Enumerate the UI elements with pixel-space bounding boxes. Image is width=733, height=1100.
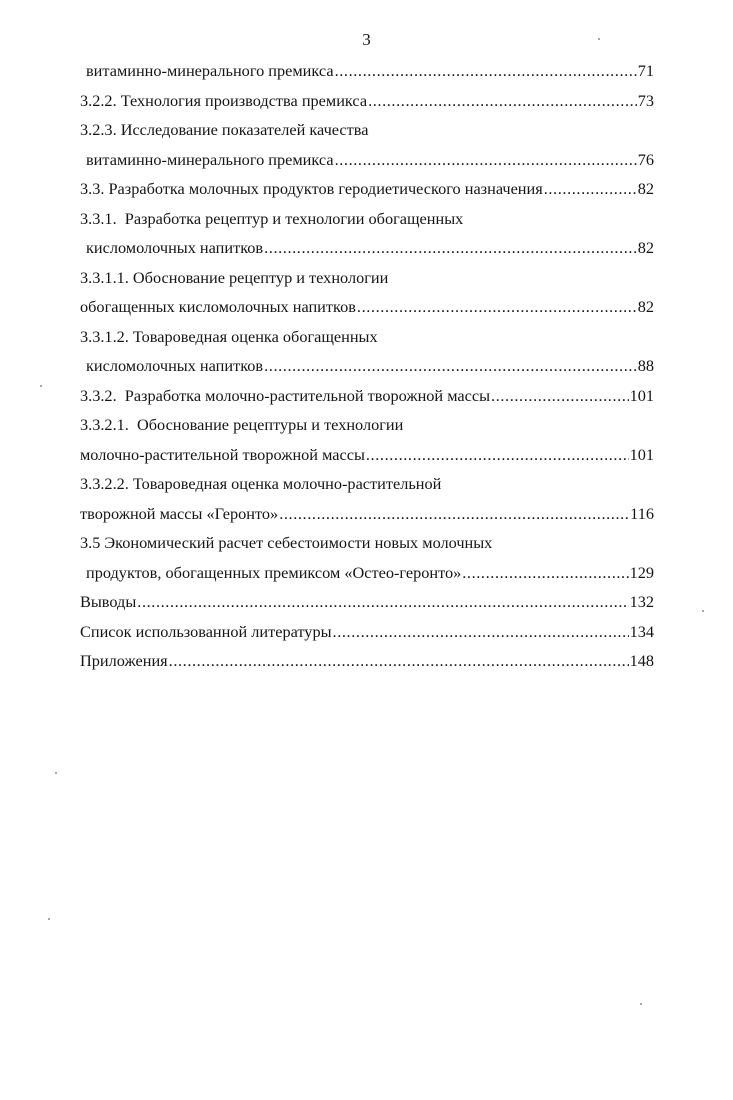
toc-line bbox=[80, 233, 654, 263]
toc-page-number: 82 bbox=[637, 238, 654, 257]
toc-dot-leader bbox=[169, 646, 629, 676]
toc-entry-label: 3.2.2. Технология производства премикса bbox=[80, 90, 368, 110]
toc-line bbox=[80, 469, 654, 499]
toc-line bbox=[80, 56, 654, 86]
toc-page-number: 148 bbox=[629, 651, 654, 670]
toc-entry-label: 3.2.3. Исследование показателей качества bbox=[80, 120, 369, 139]
table-of-contents bbox=[80, 56, 654, 676]
scan-speck bbox=[640, 1003, 642, 1005]
toc-entry-label: 3.3.2. Разработка молочно-растительной творожной массы bbox=[80, 385, 491, 405]
toc-entry-label: 3.3. Разработка молочных продуктов геродиетического назначения bbox=[80, 179, 543, 198]
toc-dot-leader bbox=[335, 145, 637, 175]
toc-line bbox=[80, 528, 654, 558]
toc-line bbox=[80, 263, 654, 293]
toc-line bbox=[80, 617, 654, 647]
toc-page-number: 82 bbox=[637, 297, 654, 316]
toc-page-number: 101 bbox=[629, 385, 654, 405]
toc-line bbox=[80, 145, 654, 175]
toc-entry-label: кисломолочных напитков bbox=[86, 238, 264, 257]
toc-entry-label: 3.3.1. Разработка рецептур и технологии обогащенных bbox=[80, 208, 464, 228]
page-number: 3 bbox=[362, 30, 371, 49]
toc-dot-leader bbox=[264, 351, 637, 381]
toc-line bbox=[80, 351, 654, 381]
toc-line bbox=[80, 322, 654, 352]
toc-line bbox=[80, 204, 654, 234]
toc-dot-leader bbox=[462, 558, 628, 588]
toc-line bbox=[80, 499, 654, 529]
toc-page-number: 101 bbox=[629, 444, 654, 464]
toc-page-number: 71 bbox=[637, 61, 654, 80]
toc-entry-label: Выводы bbox=[80, 592, 137, 611]
toc-page-number: 134 bbox=[629, 621, 654, 641]
toc-entry-label: 3.3.2.2. Товароведная оценка молочно-растительной bbox=[80, 474, 442, 493]
toc-line bbox=[80, 115, 654, 145]
toc-line bbox=[80, 174, 654, 204]
toc-dot-leader bbox=[264, 233, 637, 263]
toc-page-number: 116 bbox=[630, 503, 654, 523]
toc-dot-leader bbox=[137, 587, 628, 617]
toc-line bbox=[80, 381, 654, 411]
toc-entry-label: Приложения bbox=[80, 651, 168, 670]
toc-line bbox=[80, 646, 654, 676]
toc-line bbox=[80, 410, 654, 440]
toc-line bbox=[80, 440, 654, 470]
toc-dot-leader bbox=[357, 292, 637, 322]
toc-entry-label: обогащенных кисломолочных напитков bbox=[80, 297, 356, 316]
toc-entry-label: 3.3.2.1. Обоснование рецептуры и технологии bbox=[80, 415, 404, 434]
toc-entry-label: кисломолочных напитков bbox=[86, 356, 264, 375]
toc-dot-leader bbox=[335, 56, 637, 86]
toc-entry-label: молочно-растительной творожной массы bbox=[80, 444, 365, 464]
scan-speck bbox=[48, 918, 50, 920]
scan-speck bbox=[40, 385, 42, 387]
toc-entry-label: 3.5 Экономический расчет себестоимости новых молочных bbox=[80, 533, 493, 552]
toc-page-number: 88 bbox=[637, 356, 654, 375]
toc-entry-label: витаминно-минерального премикса bbox=[86, 149, 334, 169]
toc-dot-leader bbox=[366, 440, 629, 470]
toc-entry-label: Список использованной литературы bbox=[80, 621, 332, 641]
toc-entry-label: витаминно-минерального премикса bbox=[86, 61, 334, 80]
toc-page-number: 82 bbox=[637, 179, 654, 198]
toc-dot-leader bbox=[491, 381, 629, 411]
toc-entry-label: 3.3.1.2. Товароведная оценка обогащенных bbox=[80, 326, 378, 346]
toc-entry-label: творожной массы «Геронто» bbox=[80, 503, 279, 523]
toc-line bbox=[80, 587, 654, 617]
toc-dot-leader bbox=[279, 499, 629, 529]
toc-entry-label: продуктов, обогащенных премиксом «Остео-геронто» bbox=[86, 562, 462, 582]
toc-page-number: 76 bbox=[637, 149, 654, 169]
toc-page-number: 132 bbox=[629, 592, 654, 611]
toc-line bbox=[80, 86, 654, 116]
toc-line bbox=[80, 558, 654, 588]
scan-speck bbox=[702, 610, 704, 612]
toc-page-number: 129 bbox=[629, 562, 654, 582]
toc-line bbox=[80, 292, 654, 322]
scan-speck bbox=[55, 772, 57, 774]
toc-dot-leader bbox=[333, 617, 629, 647]
toc-dot-leader bbox=[544, 174, 637, 204]
toc-dot-leader bbox=[368, 86, 637, 116]
toc-page-number: 73 bbox=[637, 90, 654, 110]
scan-speck bbox=[598, 38, 600, 40]
toc-entry-label: 3.3.1.1. Обоснование рецептур и технологии bbox=[80, 267, 389, 287]
